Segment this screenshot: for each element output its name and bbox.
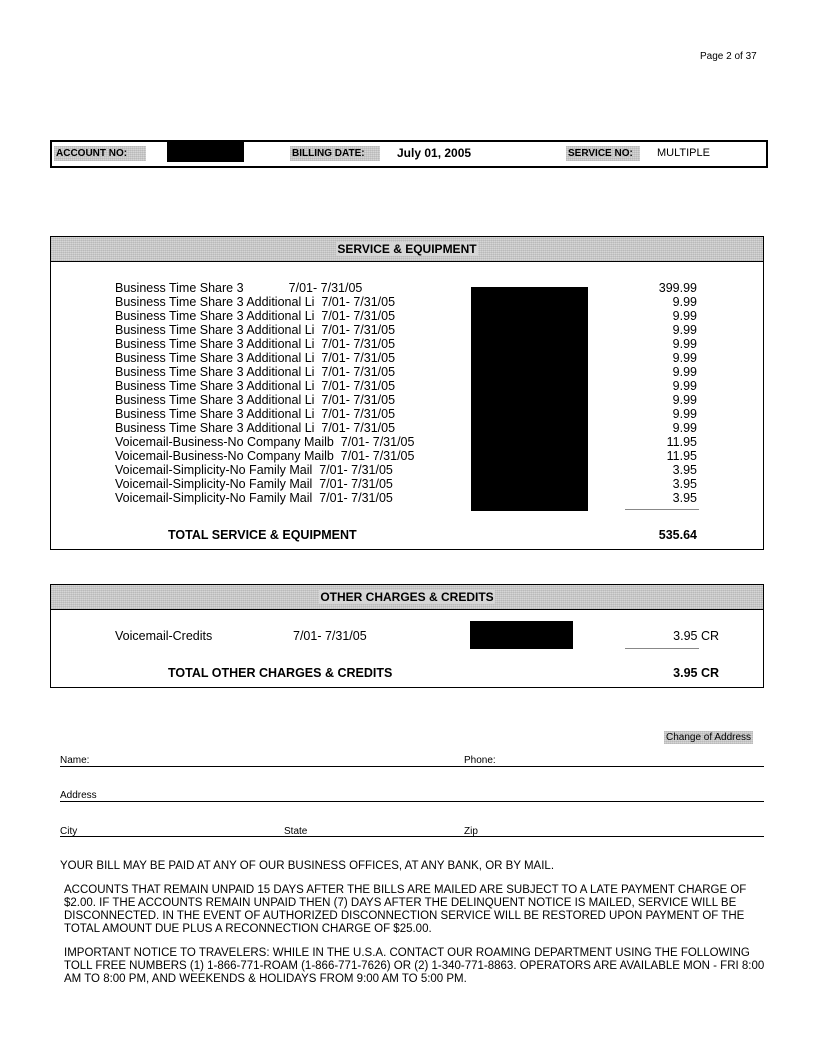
line-item-desc: Business Time Share 3 7/01- 7/31/05 (115, 281, 363, 295)
address-label: Address (60, 790, 97, 801)
state-label: State (284, 826, 308, 837)
city-state-zip-line[interactable] (60, 836, 764, 837)
redacted-block (471, 287, 588, 511)
line-item-amount: 9.99 (672, 421, 697, 435)
section-header (51, 237, 763, 262)
line-item-amount: 9.99 (672, 295, 697, 309)
zip-label: Zip (464, 826, 478, 837)
line-item-desc: Business Time Share 3 Additional Li 7/01- 7/31/05 (115, 323, 396, 337)
total-amount: 3.95 CR (673, 666, 719, 680)
service-no-value: MULTIPLE (657, 147, 710, 159)
credit-item-period: 7/01- 7/31/05 (293, 629, 367, 643)
late-payment-notice: ACCOUNTS THAT REMAIN UNPAID 15 DAYS AFTER THE BILLS ARE MAILED ARE SUBJECT TO A LATE PAYMENT CHARGE OF $2.00. IF THE ACCOUNTS REMAIN UNPAID THEN (7) DAYS AFTER THE DELINQUENT NOTICE IS MAILED, SERVICE WILL BE DISCONNECTED. IN THE EVENT OF AUTHORIZED DISCONNECTION SERVICE WILL BE RESTORED UPON PAYMENT OF THE TOTAL AMOUNT DUE PLUS A RECONNECTION CHARGE OF $25.00. (64, 884, 747, 935)
line-item-desc: Business Time Share 3 Additional Li 7/01- 7/31/05 (115, 337, 396, 351)
line-item-amount: 9.99 (672, 351, 697, 365)
line-item-desc: Voicemail-Simplicity-No Family Mail 7/01- 7/31/05 (115, 477, 393, 491)
change-of-address-label: Change of Address (666, 732, 752, 743)
line-item-amount: 9.99 (672, 407, 697, 421)
line-item-amount: 9.99 (672, 365, 697, 379)
line-item-amount: 9.99 (672, 379, 697, 393)
line-item-amount: 9.99 (672, 337, 697, 351)
line-item-amount: 9.99 (672, 323, 697, 337)
line-item-amount: 399.99 (658, 281, 697, 295)
name-phone-line[interactable] (60, 766, 764, 767)
line-item-amount: 3.95 (672, 463, 697, 477)
account-header (50, 140, 768, 168)
account-no-redacted (167, 140, 244, 162)
service-no-label: SERVICE NO: (566, 146, 640, 161)
section-title: OTHER CHARGES & CREDITS (320, 590, 494, 604)
line-item-desc: Business Time Share 3 Additional Li 7/01- 7/31/05 (115, 365, 396, 379)
billing-date-value: July 01, 2005 (397, 146, 472, 160)
total-label: TOTAL SERVICE & EQUIPMENT (168, 528, 357, 542)
line-item-desc: Voicemail-Simplicity-No Family Mail 7/01- 7/31/05 (115, 491, 393, 505)
line-item-desc: Business Time Share 3 Additional Li 7/01- 7/31/05 (115, 309, 396, 323)
service-equipment-section (50, 236, 764, 550)
billing-date-label: BILLING DATE: (290, 146, 380, 161)
line-item-desc: Business Time Share 3 Additional Li 7/01- 7/31/05 (115, 351, 396, 365)
section-title: SERVICE & EQUIPMENT (337, 242, 477, 256)
subtotal-rule (625, 509, 699, 510)
page-number: Page 2 of 37 (700, 51, 757, 62)
line-item-amount: 9.99 (672, 309, 697, 323)
line-item-amount: 3.95 (672, 477, 697, 491)
section-header (51, 585, 763, 610)
payment-notice: YOUR BILL MAY BE PAID AT ANY OF OUR BUSINESS OFFICES, AT ANY BANK, OR BY MAIL. (60, 860, 555, 872)
account-no-label: ACCOUNT NO: (54, 146, 146, 161)
line-item-amount: 9.99 (672, 393, 697, 407)
line-item-desc: Business Time Share 3 Additional Li 7/01- 7/31/05 (115, 407, 396, 421)
redacted-block (470, 621, 573, 649)
line-item-amount: 11.95 (666, 449, 697, 463)
other-charges-section (50, 584, 764, 688)
total-amount: 535.64 (658, 528, 697, 542)
total-label: TOTAL OTHER CHARGES & CREDITS (168, 666, 393, 680)
name-label: Name: (60, 755, 90, 766)
line-item-desc: Business Time Share 3 Additional Li 7/01- 7/31/05 (115, 393, 396, 407)
line-item-amount: 3.95 (672, 491, 697, 505)
line-item-amount: 11.95 (666, 435, 697, 449)
line-item-list (115, 281, 414, 505)
line-item-desc: Business Time Share 3 Additional Li 7/01- 7/31/05 (115, 379, 396, 393)
phone-label: Phone: (464, 755, 496, 766)
subtotal-rule (625, 648, 699, 649)
credit-item-desc: Voicemail-Credits (115, 629, 213, 643)
credit-item-amount: 3.95 CR (673, 629, 719, 643)
line-item-desc: Voicemail-Simplicity-No Family Mail 7/01- 7/31/05 (115, 463, 393, 477)
line-item-desc: Voicemail-Business-No Company Mailb 7/01- 7/31/05 (115, 449, 415, 463)
address-line[interactable] (60, 801, 764, 802)
city-label: City (60, 826, 78, 837)
line-item-desc: Voicemail-Business-No Company Mailb 7/01- 7/31/05 (115, 435, 415, 449)
line-item-desc: Business Time Share 3 Additional Li 7/01- 7/31/05 (115, 421, 396, 435)
line-item-desc: Business Time Share 3 Additional Li 7/01- 7/31/05 (115, 295, 396, 309)
traveler-notice: IMPORTANT NOTICE TO TRAVELERS: WHILE IN THE U.S.A. CONTACT OUR ROAMING DEPARTMENT USING THE FOLLOWING TOLL FREE NUMBERS (1) 1-866-771-ROAM (1-866-771-7626) OR (2) 1-340-771-8863. OPERATORS ARE AVAILABLE MON - FRI 8:00 AM TO 8:00 PM, AND WEEKENDS & HOLIDAYS FROM 9:00 AM TO 5:00 PM. (64, 947, 765, 985)
amount-list (617, 281, 697, 505)
